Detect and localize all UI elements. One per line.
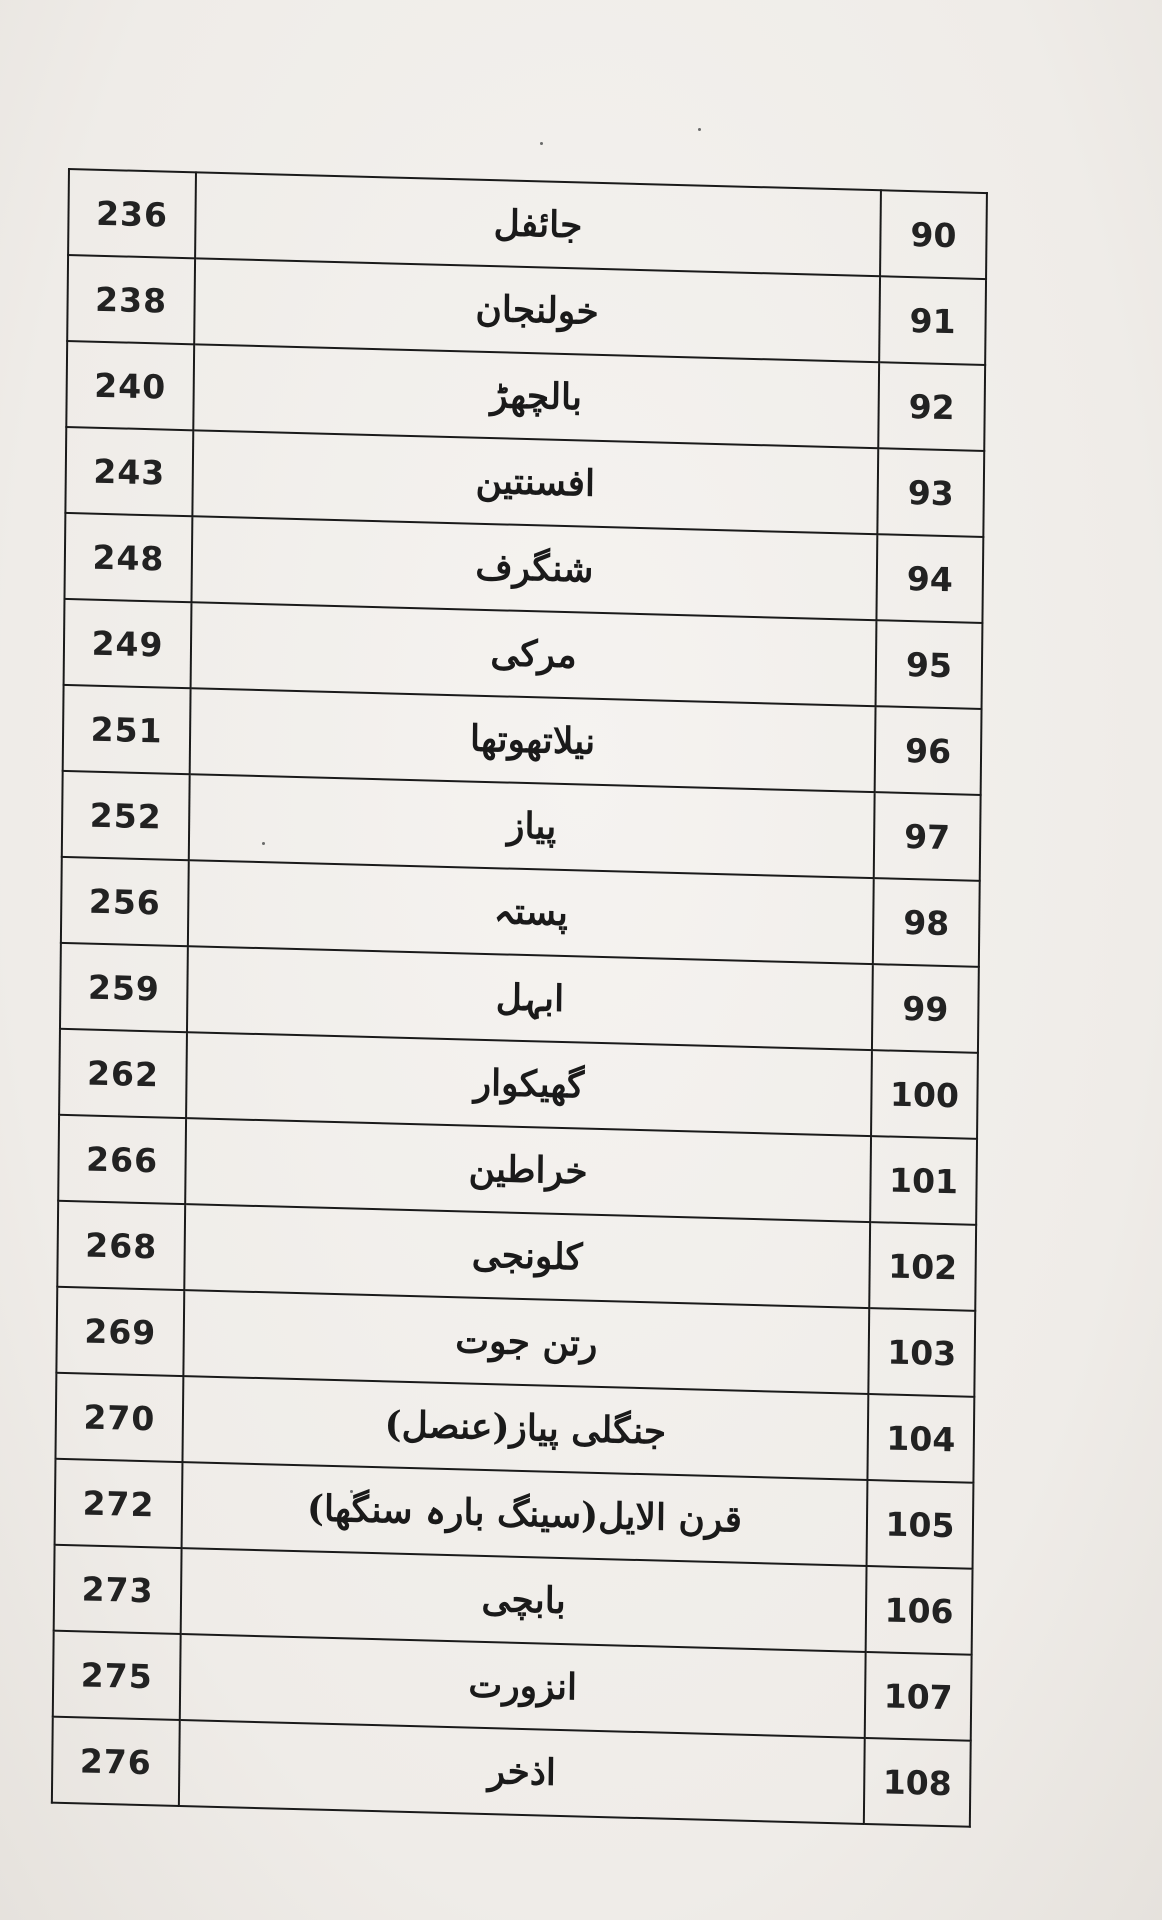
entry-number-cell: 105 (867, 1480, 974, 1569)
page-number-cell: 256 (61, 857, 189, 946)
entry-title-cell: گھیکوار (186, 1032, 872, 1136)
entry-title-cell: شنگرف (191, 516, 877, 620)
page-number-cell: 238 (67, 255, 195, 344)
entry-number-cell: 99 (872, 964, 979, 1053)
page-number-cell: 259 (60, 943, 188, 1032)
contents-table-body (52, 169, 987, 1827)
entry-number-cell: 95 (876, 620, 983, 709)
page-number-cell: 270 (55, 1373, 183, 1462)
entry-number-cell: 91 (879, 276, 986, 365)
entry-number-cell: 98 (873, 878, 980, 967)
entry-number-cell: 101 (870, 1136, 977, 1225)
entry-number-cell: 100 (871, 1050, 978, 1139)
entry-title-cell: کلونجی (184, 1204, 870, 1308)
entry-title-cell: بالچھڑ (193, 344, 879, 448)
paper-speck (698, 128, 701, 131)
entry-title-cell: ابہل (187, 946, 873, 1050)
paper-speck (540, 142, 543, 145)
page-number-cell: 252 (62, 771, 190, 860)
entry-number-cell: 93 (877, 448, 984, 537)
page-number-cell: 243 (65, 427, 193, 516)
page-number-cell: 275 (53, 1631, 181, 1720)
page-number-cell: 276 (52, 1717, 180, 1806)
entry-title-cell: اذخر (179, 1720, 865, 1824)
page-number-cell: 268 (57, 1201, 185, 1290)
page-number-cell: 248 (64, 513, 192, 602)
entry-number-cell: 96 (875, 706, 982, 795)
entry-title-cell: قرن الایل(سینگ بارہ سنگھا) (182, 1462, 868, 1566)
entry-title-cell: مرکی (191, 602, 877, 706)
page-number-cell: 251 (63, 685, 191, 774)
entry-title-cell: افسنتین (192, 430, 878, 534)
page-number-cell: 269 (56, 1287, 184, 1376)
entry-number-cell: 104 (867, 1394, 974, 1483)
entry-title-cell: بابچی (181, 1548, 867, 1652)
entry-number-cell: 106 (866, 1566, 973, 1655)
page-number-cell: 262 (59, 1029, 187, 1118)
entry-number-cell: 97 (874, 792, 981, 881)
entry-title-cell: خولنجان (194, 258, 880, 362)
page-number-cell: 272 (55, 1459, 183, 1548)
entry-title-cell: نیلاتھوتھا (190, 688, 876, 792)
entry-title-cell: جنگلی پیاز(عنصل) (182, 1376, 868, 1480)
entry-number-cell: 92 (878, 362, 985, 451)
page-number-cell: 266 (58, 1115, 186, 1204)
page-number-cell: 249 (64, 599, 192, 688)
entry-title-cell: خراطین (185, 1118, 871, 1222)
entry-title-cell: پستہ (188, 860, 874, 964)
entry-title-cell: رتن جوت (183, 1290, 869, 1394)
entry-title-cell: پیاز (189, 774, 875, 878)
contents-table (51, 168, 988, 1828)
entry-number-cell: 102 (869, 1222, 976, 1311)
entry-title-cell: انزورت (180, 1634, 866, 1738)
entry-number-cell: 90 (880, 190, 987, 279)
page-number-cell: 273 (54, 1545, 182, 1634)
page-number-cell: 236 (68, 169, 196, 258)
entry-title-cell: جائفل (195, 172, 881, 276)
entry-number-cell: 108 (864, 1738, 971, 1827)
entry-number-cell: 94 (876, 534, 983, 623)
entry-number-cell: 103 (868, 1308, 975, 1397)
contents-table-wrapper (51, 168, 988, 1828)
page-number-cell: 240 (66, 341, 194, 430)
entry-number-cell: 107 (865, 1652, 972, 1741)
